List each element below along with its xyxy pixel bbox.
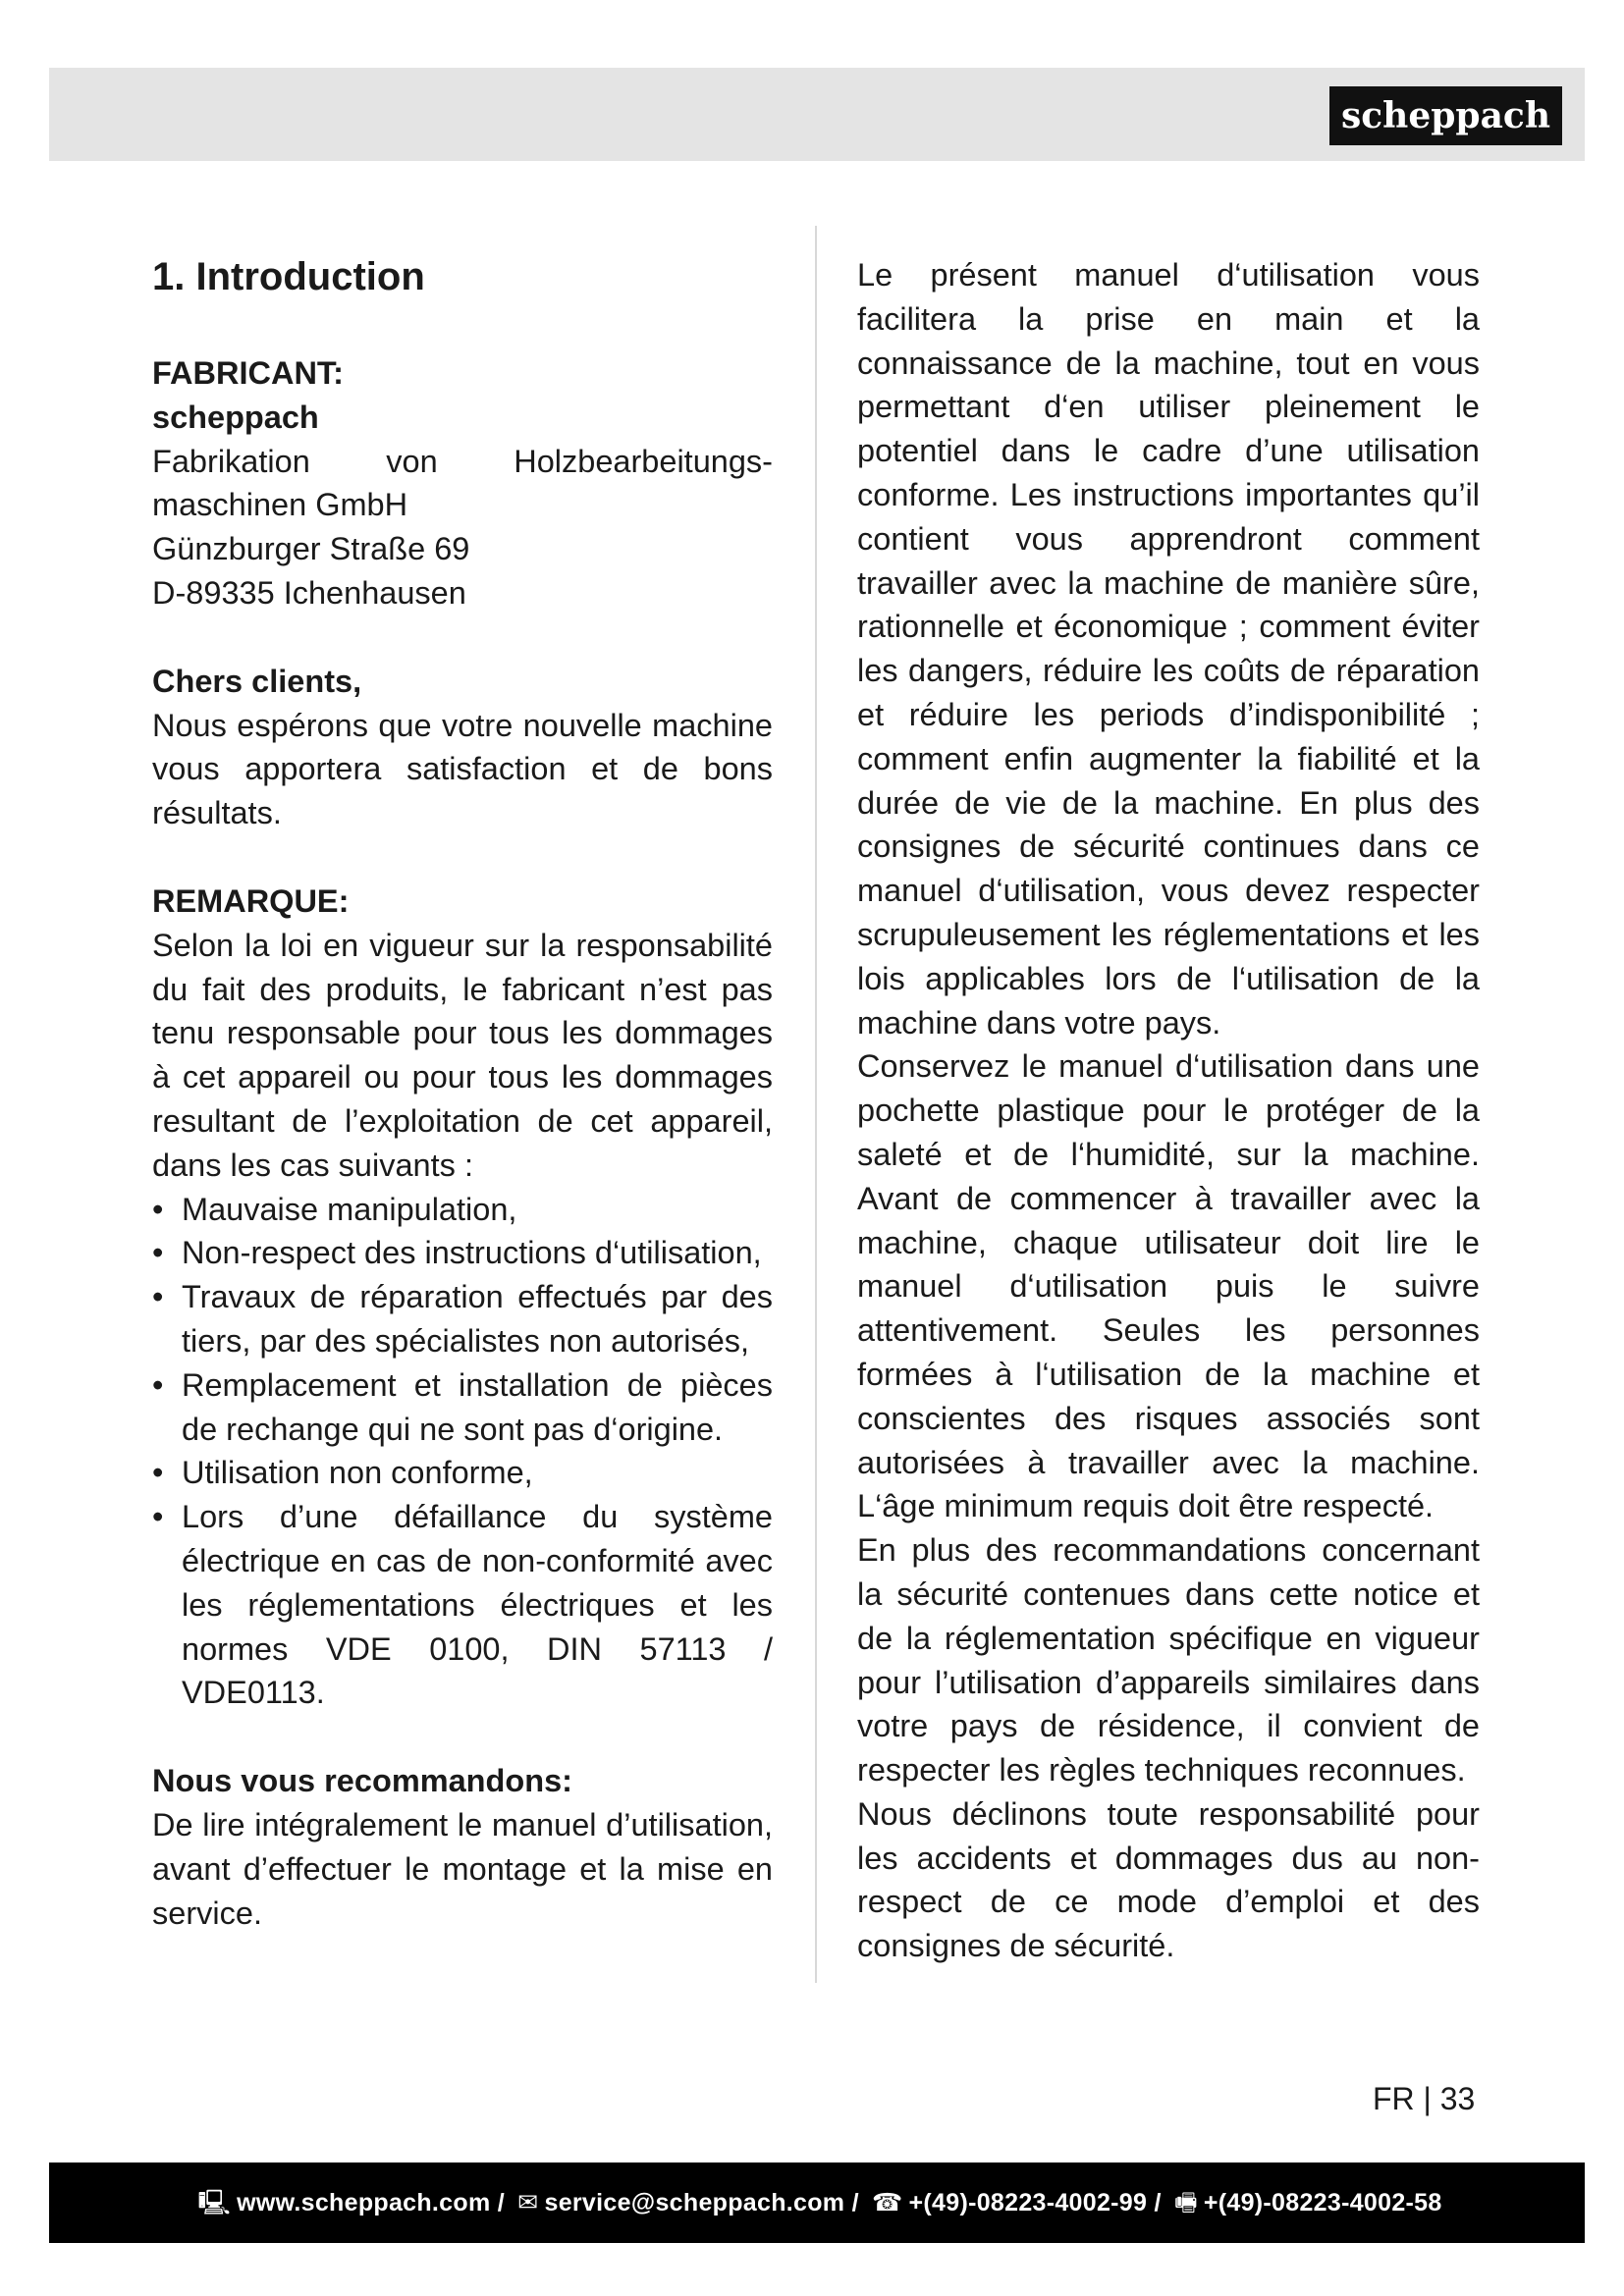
remark-label: REMARQUE:: [152, 882, 350, 919]
footer-separator: /: [497, 2189, 505, 2216]
bullet-icon: •: [152, 1279, 164, 1315]
fax-icon: 🖷: [1173, 2189, 1198, 2216]
header-bar: [49, 68, 1585, 161]
bullet-icon: •: [152, 1235, 164, 1271]
footer-fax: +(49)-08223-4002-58: [1203, 2189, 1442, 2216]
column-divider: [815, 226, 817, 1983]
list-item: • Non-respect des instructions d‘utilisation,: [152, 1231, 773, 1275]
scheppach-logo: scheppach: [1329, 86, 1562, 145]
footer-email-link[interactable]: service@scheppach.com: [544, 2189, 845, 2216]
footer-separator: /: [1154, 2189, 1162, 2216]
bullet-icon: •: [152, 1366, 164, 1403]
right-paragraph-4: Nous déclinons toute responsabilité pour les accidents et dommages dus au non-respect de ce mode d’emploi et des consignes de sécurité.: [857, 1795, 1480, 1964]
recommend-block: [152, 1759, 773, 1935]
footer-separator: /: [851, 2189, 859, 2216]
greeting-block: [152, 660, 773, 835]
bullet-icon: •: [152, 1191, 164, 1227]
footer-website-link[interactable]: www.scheppach.com: [237, 2189, 491, 2216]
manufacturer-address-line2: Günzburger Straße 69: [152, 531, 470, 567]
list-item: • Utilisation non conforme,: [152, 1451, 773, 1495]
right-paragraph-2: Conservez le manuel d‘utilisation dans une pochette plastique pour le protéger de la saleté et de l‘humidité, sur la machine. Avant de commencer à travailler avec la machine, chaque utilisateur doit lire le manuel d‘utilisation puis le suivre attentivement. Seules les personnes formées à l‘utilisation de la machine et conscientes des risques associés sont autorisées à travailler avec la machine. L‘âge minimum requis doit être respecté.: [857, 1048, 1480, 1524]
greeting-label: Chers clients,: [152, 663, 362, 699]
remark-text: Selon la loi en vigueur sur la responsabilité du fait des produits, le fabricant n’est pas tenu responsable pour tous les dommages à cet appareil ou pour tous les dommages resultant de l’exploitation de cet appareil, dans les cas suivants :: [152, 927, 773, 1183]
right-paragraph-1: Le présent manuel d‘utilisation vous facilitera la prise en main et la connaissance de la machine, tout en vous permettant d‘en utiliser pleinement le potentiel dans le cadre d’une utilisation conforme. Les instructions importantes qu’il contient vous apprendront comment travailler avec la machine de manière sûre, rationnelle et économique ; comment éviter les dangers, réduire les coûts de réparation et réduire les periods d’indisponibilité ; comment enfin augmenter la fiabilité et la durée de vie de la machine. En plus des consignes de sécurité continues dans ce manuel d‘utilisation, vous devez respecter scrupuleusement les réglementations et les lois applicables lors de l‘utilisation de la machine dans votre pays.: [857, 257, 1480, 1041]
manufacturer-address-line3: D-89335 Ichenhausen: [152, 574, 466, 611]
section-title: 1. Introduction: [152, 255, 425, 298]
manufacturer-label: FABRICANT:: [152, 355, 344, 391]
manufacturer-brand: scheppach: [152, 399, 319, 435]
footer-bar: [49, 2163, 1585, 2243]
telephone-icon: ☎: [872, 2189, 903, 2216]
bullet-icon: •: [152, 1455, 164, 1491]
page-number: FR | 33: [1373, 2081, 1476, 2116]
computer-icon: 🖳: [197, 2189, 232, 2216]
recommend-text: De lire intégralement le manuel d’utilisation, avant d’effectuer le montage et la mise en service.: [152, 1806, 773, 1931]
right-column: [857, 253, 1480, 1968]
remark-block: [152, 880, 773, 1715]
list-item: • Travaux de réparation effectués par des tiers, par des spécialistes non autorisés,: [152, 1275, 773, 1363]
recommend-label: Nous vous recommandons:: [152, 1763, 572, 1799]
right-paragraph-3: En plus des recommandations concernant la sécurité contenues dans cette notice et de la réglementation spécifique en vigueur pour l’utilisation d’appareils similaires dans votre pays de résidence, il convient de respecter les règles techniques reconnues.: [857, 1532, 1480, 1789]
bullet-icon: •: [152, 1499, 164, 1535]
list-item: • Mauvaise manipulation,: [152, 1188, 773, 1232]
greeting-text: Nous espérons que votre nouvelle machine vous apportera satisfaction et de bons résultats.: [152, 707, 773, 831]
envelope-icon: ✉: [517, 2189, 539, 2216]
left-column: [152, 253, 773, 1935]
manufacturer-block: [152, 351, 773, 615]
list-item: • Remplacement et installation de pièces de rechange qui ne sont pas d‘origine.: [152, 1363, 773, 1452]
manufacturer-address-line1: Fabrikation von Holzbearbeitungs-maschinen GmbH: [152, 443, 773, 523]
list-item: • Lors d’une défaillance du système électrique en cas de non-conformité avec les réglementations électriques et les normes VDE 0100, DIN 57113 / VDE0113.: [152, 1495, 773, 1715]
footer-phone: +(49)-08223-4002-99: [908, 2189, 1148, 2216]
